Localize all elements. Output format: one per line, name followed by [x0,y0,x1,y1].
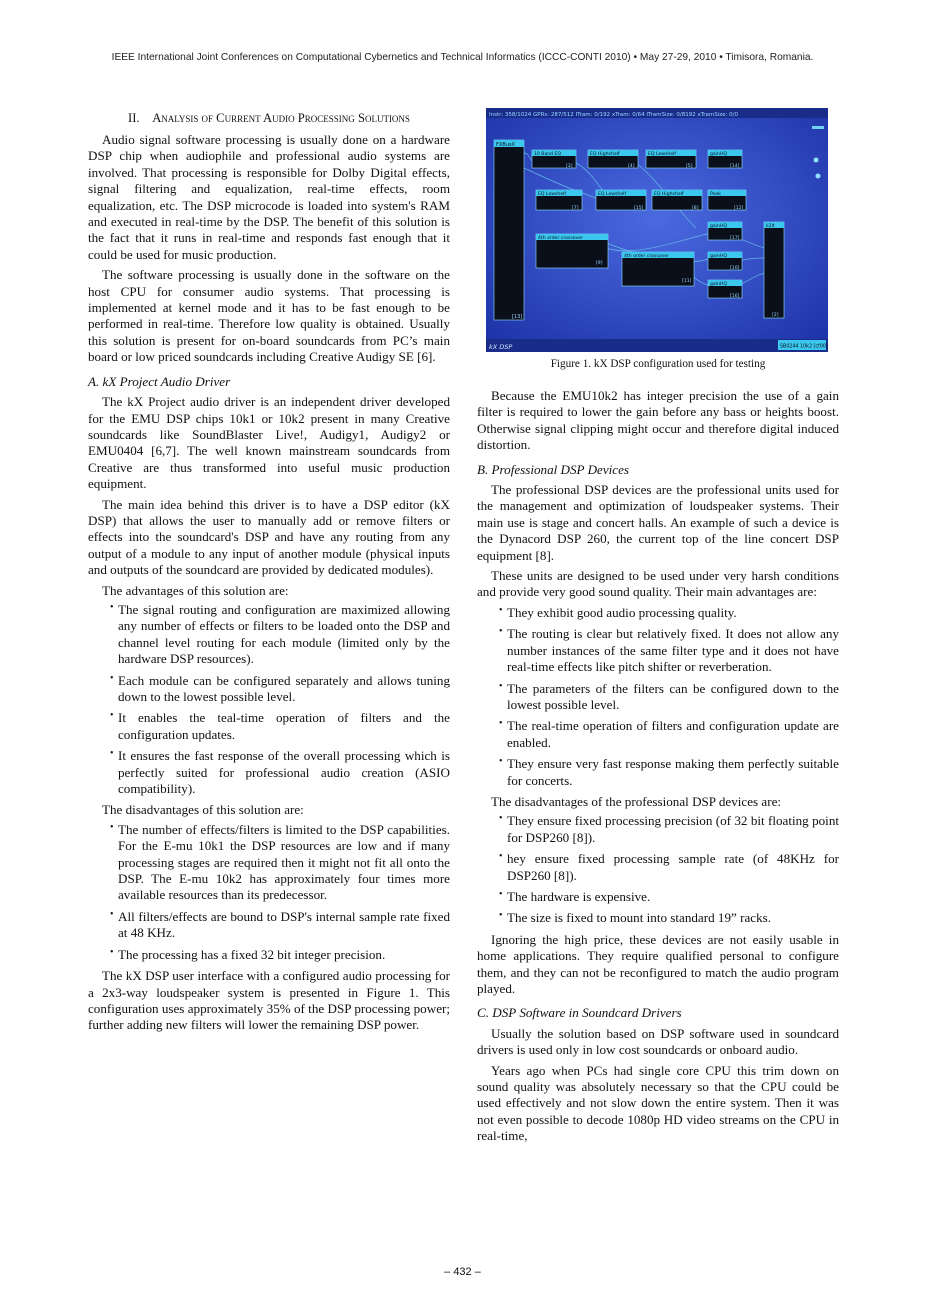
module-label: 4th order crossover [538,236,583,241]
figure-kx-dsp-screenshot [486,108,828,352]
page-number: – 432 – [444,1266,481,1278]
module-number: [9] [596,261,603,266]
paragraph: These units are designed to be used under very harsh conditions and provide very good sound quality. Their main advantages are: [477,568,839,600]
list-item: • It enables the teal-time operation of filters and the configuration updates. [110,710,450,742]
module-number: [5] [686,164,693,169]
section-title-text: Analysis of Current Audio Processing Solutions [152,111,410,125]
module-label: 10 Band EQ [534,152,562,157]
disadvantages-list [88,822,450,963]
paragraph: The professional DSP devices are the professional units used for the management and optimization of loudspeaker systems. Their main use is stage and concert halls. An example of such a device is the Dynacord DSP 260, the current top of the line concert DSP equipment [8]. [477,482,839,563]
module-number: [16] [730,294,740,299]
dsp-app-name: kX DSP [489,343,513,351]
paragraph: Because the EMU10k2 has integer precision the use of a gain filter is required to lower the gain before any bass or heights boost. Otherwise signal clipping might occur and therefore digital induced distortion. [477,388,839,453]
subsection-heading: B. Professional DSP Devices [477,461,630,477]
list-item: • The signal routing and configuration are maximized allowing any number of effects or filters to be loaded onto the DSP and channel level routing for each module (limited only by the hardware DSP resources). [110,601,450,667]
list-item: • hey ensure fixed processing sample rate (of 48KHz for DSP260 [8]). [499,851,839,883]
module-label: gainHQ [710,282,727,287]
list-intro: The advantages of this solution are: [102,582,289,598]
paragraph: The software processing is usually done in the software on the host CPU for consumer audio systems. That processing is implemented at kernel mode and it has to be fast enough to be performed in real-time. Therefore low quality is obtained. Usually this solution is present for on-board soundcards from PC’s main board or low priced soundcards including Creative Audigy SE [6]. [88,267,450,365]
module-label: Peak [710,192,721,197]
module-label: 4th order crossover [624,254,669,259]
module-number: [13] [512,314,523,320]
module-number: [4] [628,164,635,169]
module-label: EQ Highshelf [590,152,620,157]
list-item: • The parameters of the filters can be configured down to the lowest possible level. [499,680,839,712]
paragraph: Years ago when PCs had single core CPU this trim down on sound quality was absolutely necessary so that the CPU could be used effectively and not slow down the entire system. Then it was not even possible to decode 1080p HD video streams on the CPU in real-time, [477,1062,839,1144]
list-item: • The size is fixed to mount into standard 19” racks. [499,910,771,926]
module-number: [15] [634,206,644,211]
module-number: [12] [734,206,744,211]
module-label: EQ Lowshelf [538,192,567,197]
paragraph: The kX DSP user interface with a configured audio processing for a 2x3-way loudspeaker system is presented in Figure 1. This configuration uses approximately 35% of the DSP processing power; further adding new filters will lower the remaining DSP power. [88,968,450,1033]
module-label: FXBusX [496,142,515,148]
module-number: [14] [730,164,740,169]
paragraph: The main idea behind this driver is to have a DSP editor (kX DSP) that allows the user to manually add or remove filters or effects into the soundcard's DSP and have any routing from any output of a module to any input of another module (physical inputs and outputs of the soundcard are provided by dedicated modules). [88,496,450,578]
list-item: • Each module can be configured separately and allows tuning down to the lowest possible level. [110,672,450,704]
list-intro: The disadvantages of the professional DSP devices are: [491,793,782,809]
module-label: gainHQ [710,152,727,157]
module-number: [17] [730,236,740,241]
right-column [477,388,839,1149]
list-item: • All filters/effects are bound to DSP's internal sample rate fixed at 48 KHz. [110,908,450,941]
left-column [88,110,450,1038]
disadvantages-list [477,813,839,926]
paragraph: The kX Project audio driver is an independent driver developed for the EMU DSP chips 10k1 or 10k2 present in many Creative soundcards like SoundBlaster Live!, Audigy1, Audigy2 or EMU0404 [6,7]. The well known mainstream soundcards from Creative are thus transformed into useful music production equipment. [88,394,450,492]
module-label: EQ Lowshelf [648,152,677,157]
module-number: [2] [772,313,779,318]
section-number: II. [128,111,140,125]
list-item: • They ensure fixed processing precision (of 32 bit floating point for DSP260 [8]). [499,813,839,845]
advantages-list [477,605,839,789]
list-item: • The number of effects/filters is limited to the DSP capabilities. For the E-mu 10k1 the DSP resources are low and if many processing stages are required then it might not fit all onto the DSP. The E-mu 10k2 has approximately four times more available resources than its predecessor. [110,821,450,903]
figure-caption: Figure 1. kX DSP configuration used for testing [550,358,766,370]
list-item: • The hardware is expensive. [499,888,651,904]
list-item: • They exhibit good audio processing quality. [499,604,737,620]
module-number: [11] [682,279,692,284]
list-item: • They ensure very fast response making them perfectly suitable for concerts. [499,756,839,788]
paragraph: Audio signal software processing is usually done on a hardware DSP chip when audiophile and professional audio systems are involved. That processing is responsible for Dolby Digital effects, signal filtering and equalization, real-time effects, room equalization, etc. The DSP microcode is loaded into system's RAM and executed in real-time by the DSP. The benefit of this solution is the fact that it runs in real-time and responds fast enough that it could be used for music production. [88,132,450,262]
list-item: • The real-time operation of filters and configuration update are enabled. [499,718,839,750]
advantages-list [88,602,450,797]
running-header: IEEE International Joint Conferences on Computational Cybernetics and Technical Informatics (ICCC-CONTI 2010) • May 27-29, 2010 • Timisora, Romania. [111,52,814,63]
paragraph: Usually the solution based on DSP software used in soundcard drivers is used only in low cost soundcards or onboard audio. [477,1025,839,1058]
module-number: [7] [572,206,579,211]
module-label: gainHQ [710,254,727,259]
module-label: EQ Highshelf [654,192,684,197]
module-label: gainHQ [710,224,727,229]
module-label: k2lt [766,224,775,229]
dsp-device-label: SB0244 10k2 [cf00] [780,344,828,350]
section-title [88,110,450,126]
module-number: [10] [730,266,740,271]
list-item: • The processing has a fixed 32 bit integer precision. [110,946,386,962]
subsection-heading: A. kX Project Audio Driver [88,373,231,389]
module-label: EQ Lowshelf [598,192,627,197]
list-item: • It ensures the fast response of the overall processing which is perfectly suited for professional audio creation (ASIO compatibility). [110,748,450,797]
list-intro: The disadvantages of this solution are: [102,802,304,818]
subsection-heading: C. DSP Software in Soundcard Drivers [477,1005,682,1021]
dsp-status-text: Instr: 358/1024 GPRs: 287/512 ITram: 0/192 xTram: 0/64 ITramSize: 0/8192 xTramSize: 0/0 [489,112,739,118]
module-number: [3] [566,164,573,169]
list-item: • The routing is clear but relatively fixed. It does not allow any number instances of the same filter type and it does not have real-time effects like pitch shifter or reverberation. [499,626,839,675]
paragraph: Ignoring the high price, these devices are not easily usable in home applications. They require qualified personal to configure them, and they can not be reconfigured to match the audio program played. [477,931,839,996]
module-number: [8] [692,206,699,211]
